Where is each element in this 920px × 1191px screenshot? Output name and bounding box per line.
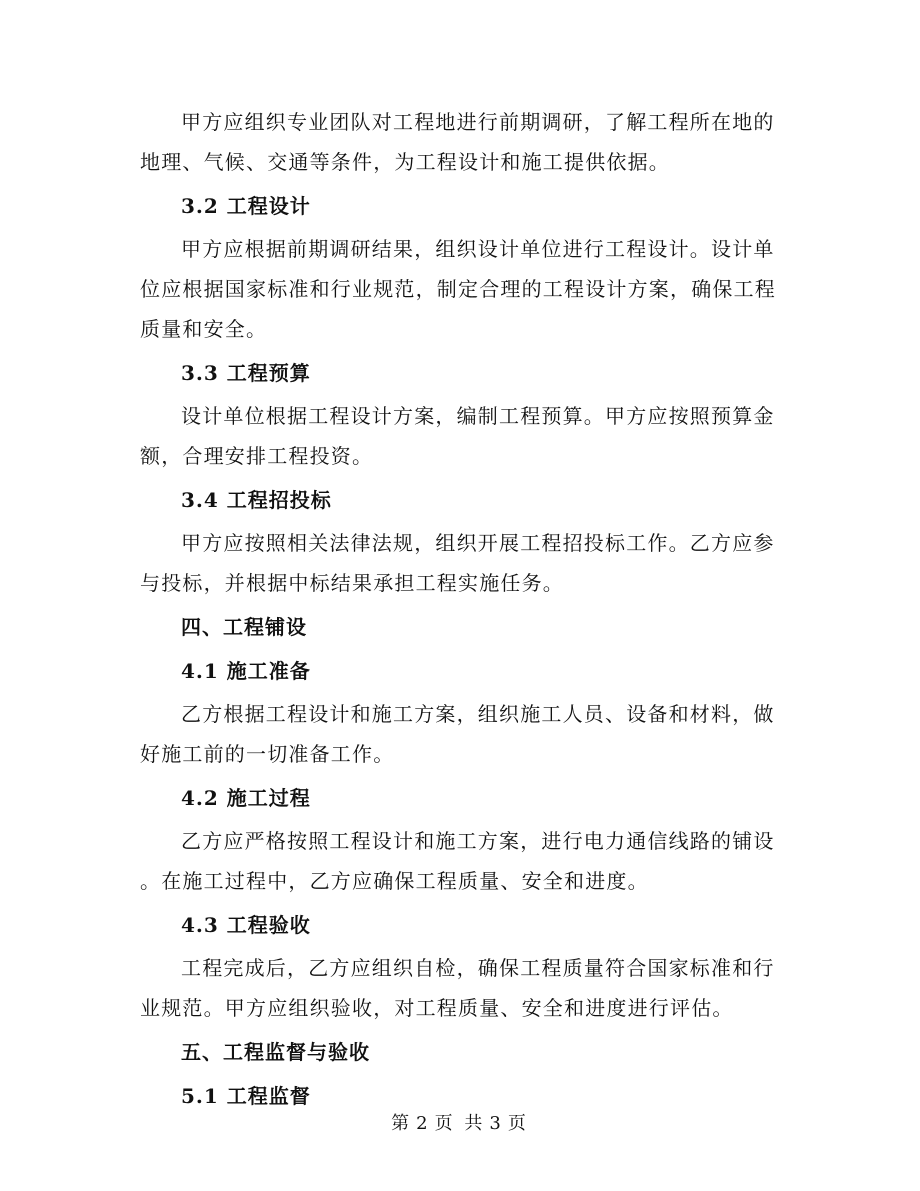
document-body [140, 102, 780, 1116]
paragraph-line: 额，合理安排工程投资。 [140, 444, 374, 468]
section-heading-3-3: 3.3 工程预算 [181, 361, 311, 385]
paragraph-line: 位应根据国家标准和行业规范，制定合理的工程设计方案，确保工程 [140, 277, 776, 301]
page-footer [0, 1109, 920, 1135]
paragraph-line: 甲方应根据前期调研结果，组织设计单位进行工程设计。设计单 [181, 237, 775, 261]
section-heading-3-2: 3.2 工程设计 [181, 194, 311, 218]
chapter-heading-4: 四、工程铺设 [181, 615, 307, 639]
footer-prefix: 第 [391, 1113, 413, 1134]
paragraph-line: 工程完成后，乙方应组织自检，确保工程质量符合国家标准和行 [181, 956, 775, 980]
section-heading-5-1: 5.1 工程监督 [181, 1084, 311, 1108]
chapter-heading-5: 五、工程监督与验收 [181, 1040, 370, 1064]
paragraph-line: 地理、气候、交通等条件，为工程设计和施工提供依据。 [140, 150, 670, 174]
footer-current-page: 2 [416, 1113, 431, 1134]
paragraph-line: 甲方应组织专业团队对工程地进行前期调研，了解工程所在地的 [181, 110, 775, 134]
paragraph-line: 业规范。甲方应组织验收，对工程质量、安全和进度进行评估。 [140, 996, 734, 1020]
paragraph-line: 质量和安全。 [140, 317, 268, 341]
paragraph-line: 设计单位根据工程设计方案，编制工程预算。甲方应按照预算金 [181, 404, 775, 428]
paragraph-line: 甲方应按照相关法律法规，组织开展工程招投标工作。乙方应参 [181, 531, 775, 555]
section-heading-4-1: 4.1 施工准备 [181, 659, 311, 683]
section-heading-4-3: 4.3 工程验收 [181, 913, 311, 937]
paragraph-line: 好施工前的一切准备工作。 [140, 742, 395, 766]
section-heading-4-2: 4.2 施工过程 [181, 786, 311, 810]
paragraph-line: 。在施工过程中，乙方应确保工程质量、安全和进度。 [140, 869, 649, 893]
footer-suffix: 页 [507, 1113, 529, 1134]
paragraph-line: 乙方应严格按照工程设计和施工方案，进行电力通信线路的铺设 [181, 829, 775, 853]
paragraph-line: 乙方根据工程设计和施工方案，组织施工人员、设备和材料，做 [181, 702, 775, 726]
footer-total-pages: 3 [489, 1113, 504, 1134]
footer-middle: 页 共 [434, 1113, 486, 1134]
section-heading-3-4: 3.4 工程招投标 [181, 488, 332, 512]
paragraph-line: 与投标，并根据中标结果承担工程实施任务。 [140, 571, 564, 595]
